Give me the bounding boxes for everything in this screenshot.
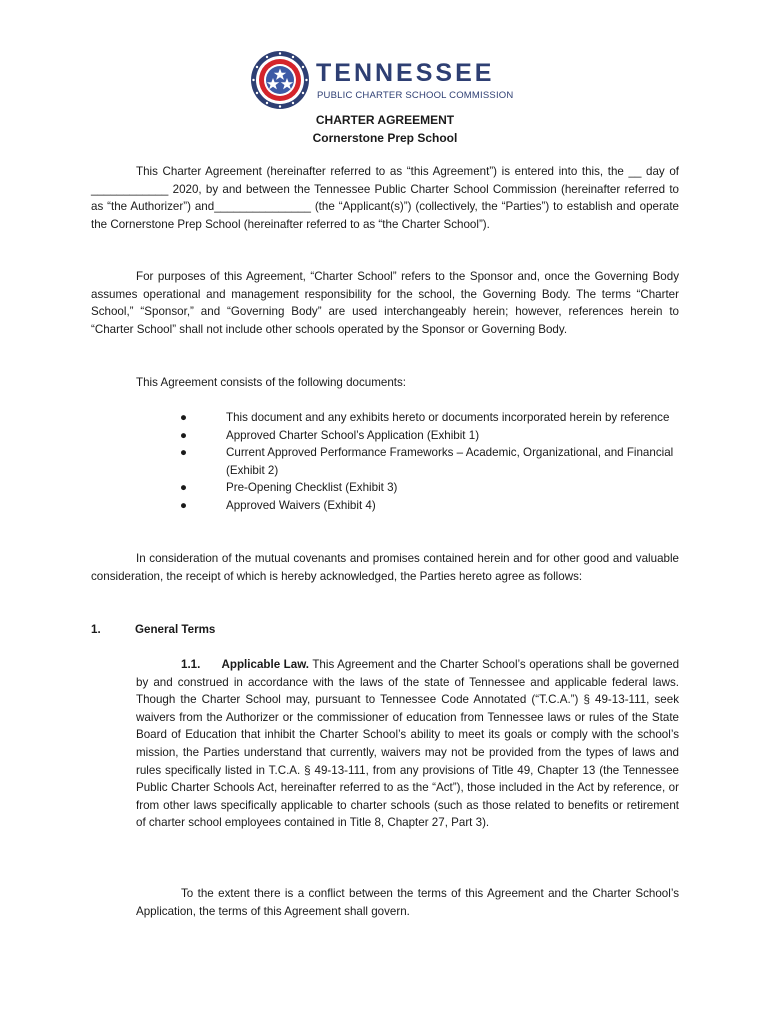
bullet-icon: ● — [180, 428, 188, 442]
document-title: CHARTER AGREEMENT — [315, 113, 455, 127]
subsection-text: This Agreement and the Charter School’s operations shall be governed by and construed in accordance with the laws of the state of Tennessee and applicable federal laws. Though the Charter School may, pursuant to Tennessee Code Annotated (“T.C.A.”) § 49-13-111, seek waivers from the Authorizer or the commissioner of education from Tennessee laws or rules of the State Board of Education that inhibit the Charter School’s ability to meet its goals or comply with the school’s mission, the Parties understand that currently, waivers may not be provided from the types of laws and rules specifically listed in T.C.A. § 49-13-111, from any provisions of Title 49, Chapter 13 (the Tennessee Public Charter Schools Act, hereinafter referred to as the “Act”), those included in the Act by reference, or from other laws specifically applicable to charter schools (such as those related to benefits or retirement of charter school employees contained in Title 8, Chapter 27, Part 3). — [136, 658, 680, 830]
subsection-number: 1.1. — [181, 658, 201, 671]
list-item: ● Pre-Opening Checklist (Exhibit 3) — [180, 479, 680, 497]
documents-intro: This Agreement consists of the following documents: — [136, 376, 407, 389]
applicable-law-paragraph — [136, 656, 679, 832]
tennessee-seal-icon — [249, 49, 311, 111]
section-title: General Terms — [135, 623, 216, 636]
intro-paragraph: This Charter Agreement (hereinafter referred to as “this Agreement”) is entered into this, the __ day of ____________ 2020, by and between the Tennessee Public Charter School Commission (hereinafter referred to as “the Authorizer”) and_______________ (the “Applicant(s)”) (collectively, the “Parties”) to establish and operate the Cornerstone Prep School (hereinafter referred to as “the Charter School”). — [91, 165, 679, 231]
document-subtitle: Cornerstone Prep School — [312, 131, 458, 145]
logo-title: TENNESSEE — [316, 59, 495, 87]
section-number: 1. — [91, 623, 101, 636]
logo-subtitle: PUBLIC CHARTER SCHOOL COMMISSION — [317, 90, 514, 101]
bullet-icon: ● — [180, 446, 188, 460]
bullet-icon: ● — [180, 498, 188, 512]
documents-list — [180, 409, 680, 515]
bullet-icon: ● — [180, 411, 188, 424]
purposes-paragraph: For purposes of this Agreement, “Charter School” refers to the Sponsor and, once the Governing Body assumes operational and management responsibility for the school, the Governing Body. The terms “Charter School,” “Sponsor,” and “Governing Body” are used interchangeably herein; however, references herein to “Charter School” shall not include other schools operated by the Sponsor or Governing Body. — [91, 270, 679, 336]
conflict-paragraph: To the extent there is a conflict between the terms of this Agreement and the Charter School’s Application, the terms of this Agreement shall govern. — [136, 887, 679, 918]
commission-logo — [249, 49, 529, 111]
section-heading — [91, 621, 215, 639]
bullet-icon: ● — [180, 481, 188, 495]
subsection-title: Applicable Law. — [221, 658, 310, 671]
list-item: ● Approved Waivers (Exhibit 4) — [180, 497, 680, 515]
list-item: ● Approved Charter School’s Application (Exhibit 1) — [180, 427, 680, 445]
list-item: ● This document and any exhibits hereto or documents incorporated herein by reference — [180, 409, 680, 427]
list-item: ● Current Approved Performance Frameworks – Academic, Organizational, and Financial (Exhibit 2) — [180, 446, 674, 477]
consideration-paragraph: In consideration of the mutual covenants and promises contained herein and for other good and valuable consideration, the receipt of which is hereby acknowledged, the Parties hereto agree as follows: — [91, 552, 679, 583]
